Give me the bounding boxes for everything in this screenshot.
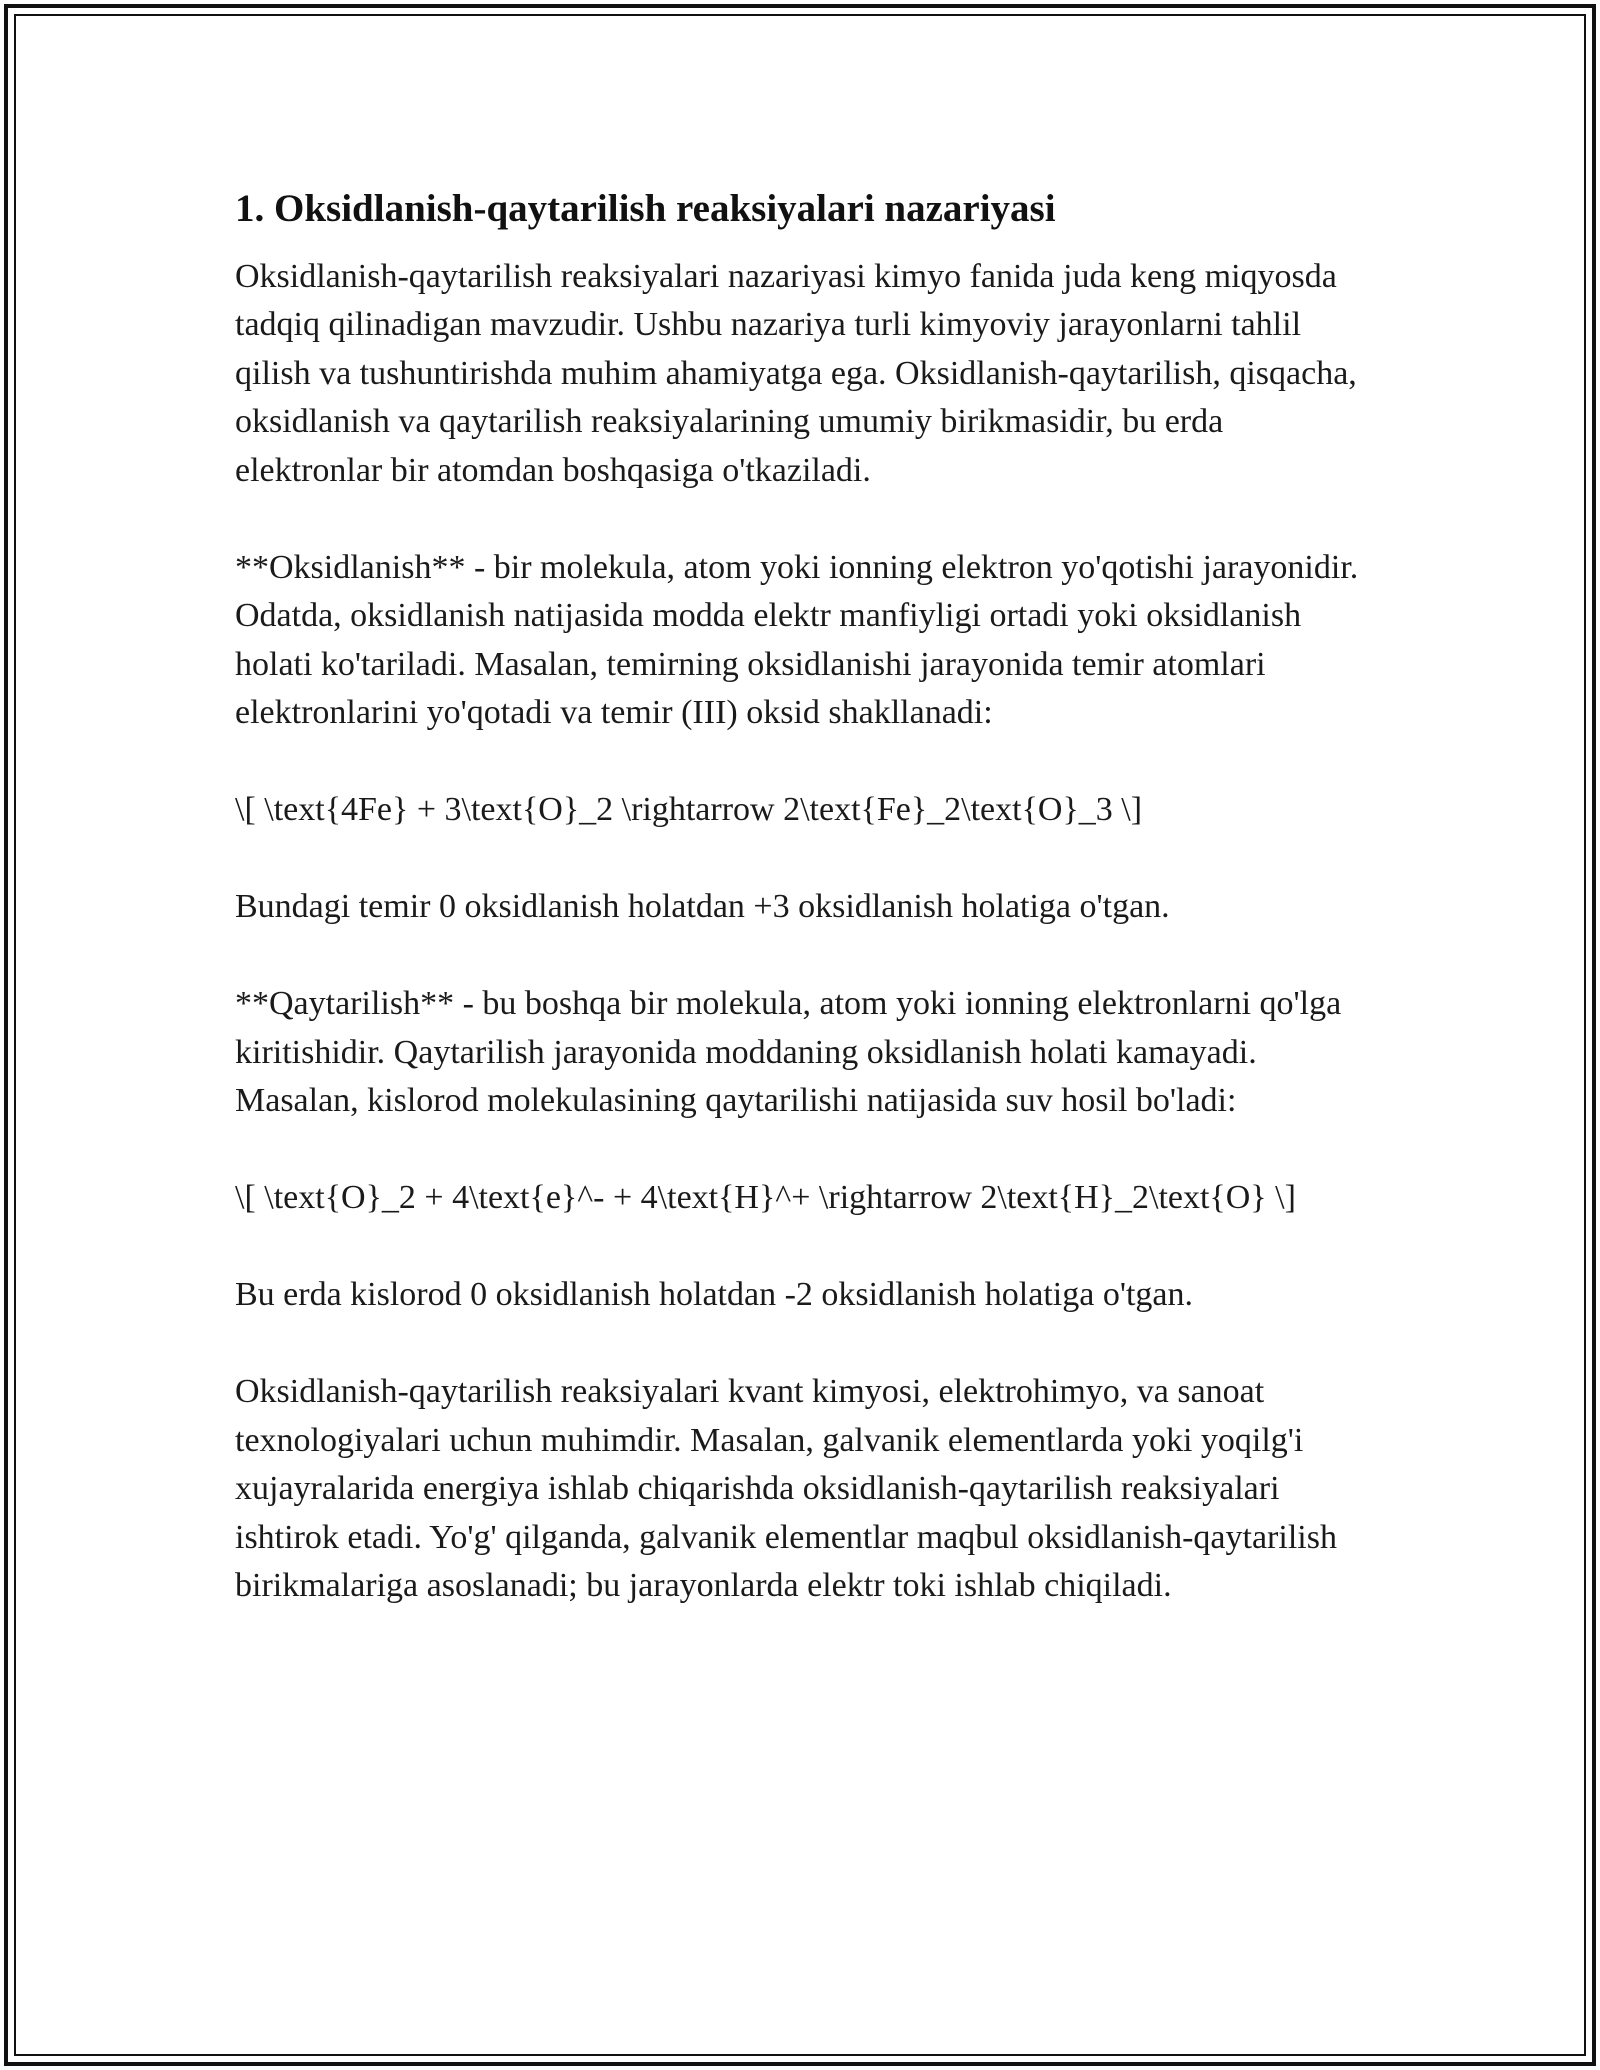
paragraph-intro: Oksidlanish-qaytarilish reaksiyalari nazariyasi kimyo fanida juda keng miqyosda tadqiq qilinadigan mavzudir. Ushbu nazariya turli kimyoviy jarayonlarni tahlil qilish va tushuntirishda muhim ahamiyatga ega. Oksidlanish-qaytarilish, qisqacha, oksidlanish va qaytarilish reaksiyalarining umumiy birikmasidir, bu erda elektronlar bir atomdan boshqasiga o'tkaziladi. <box>235 257 1357 489</box>
equation-oxygen-reduction: \[ \text{O}_2 + 4\text{e}^- + 4\text{H}^+ \rightarrow 2\text{H}_2\text{O} \] <box>235 1179 1296 1217</box>
paragraph-reduction: **Qaytarilish** - bu boshqa bir molekula, atom yoki ionning elektronlarni qo'lga kiritishidir. Qaytarilish jarayonida moddaning oksidlanish holati kamayadi. Masalan, kislorod molekulasining qaytarilishi natijasida suv hosil bo'ladi: <box>235 985 1342 1120</box>
paragraph-applications: Oksidlanish-qaytarilish reaksiyalari kvant kimyosi, elektrohimyo, va sanoat texnologiyalari uchun muhimdir. Masalan, galvanik elementlarda yoki yoqilg'i xujayralarida energiya ishlab chiqarishda oksidlanish-qaytarilish reaksiyalari ishtirok etadi. Yo'g' qilganda, galvanik elementlar maqbul oksidlanish-qaytarilish birikmalariga asoslanadi; bu jarayonlarda elektr toki ishlab chiqiladi. <box>235 1373 1337 1605</box>
equation-iron-oxidation: \[ \text{4Fe} + 3\text{O}_2 \rightarrow 2\text{Fe}_2\text{O}_3 \] <box>235 791 1143 829</box>
paragraph-oxygen-state: Bu erda kislorod 0 oksidlanish holatdan -2 oksidlanish holatiga o'tgan. <box>235 1276 1193 1314</box>
paragraph-iron-state: Bundagi temir 0 oksidlanish holatdan +3 oksidlanish holatiga o'tgan. <box>235 888 1170 926</box>
section-heading: 1. Oksidlanish-qaytarilish reaksiyalari nazariyasi <box>235 187 1056 230</box>
paragraph-oxidation: **Oksidlanish** - bir molekula, atom yoki ionning elektron yo'qotishi jarayonidir. Odatda, oksidlanish natijasida modda elektr manfiyligi ortadi yoki oksidlanish holati ko'tariladi. Masalan, temirning oksidlanishi jarayonida temir atomlari elektronlarini yo'qotadi va temir (III) oksid shakllanadi: <box>235 548 1359 732</box>
document-body <box>235 186 1370 1659</box>
